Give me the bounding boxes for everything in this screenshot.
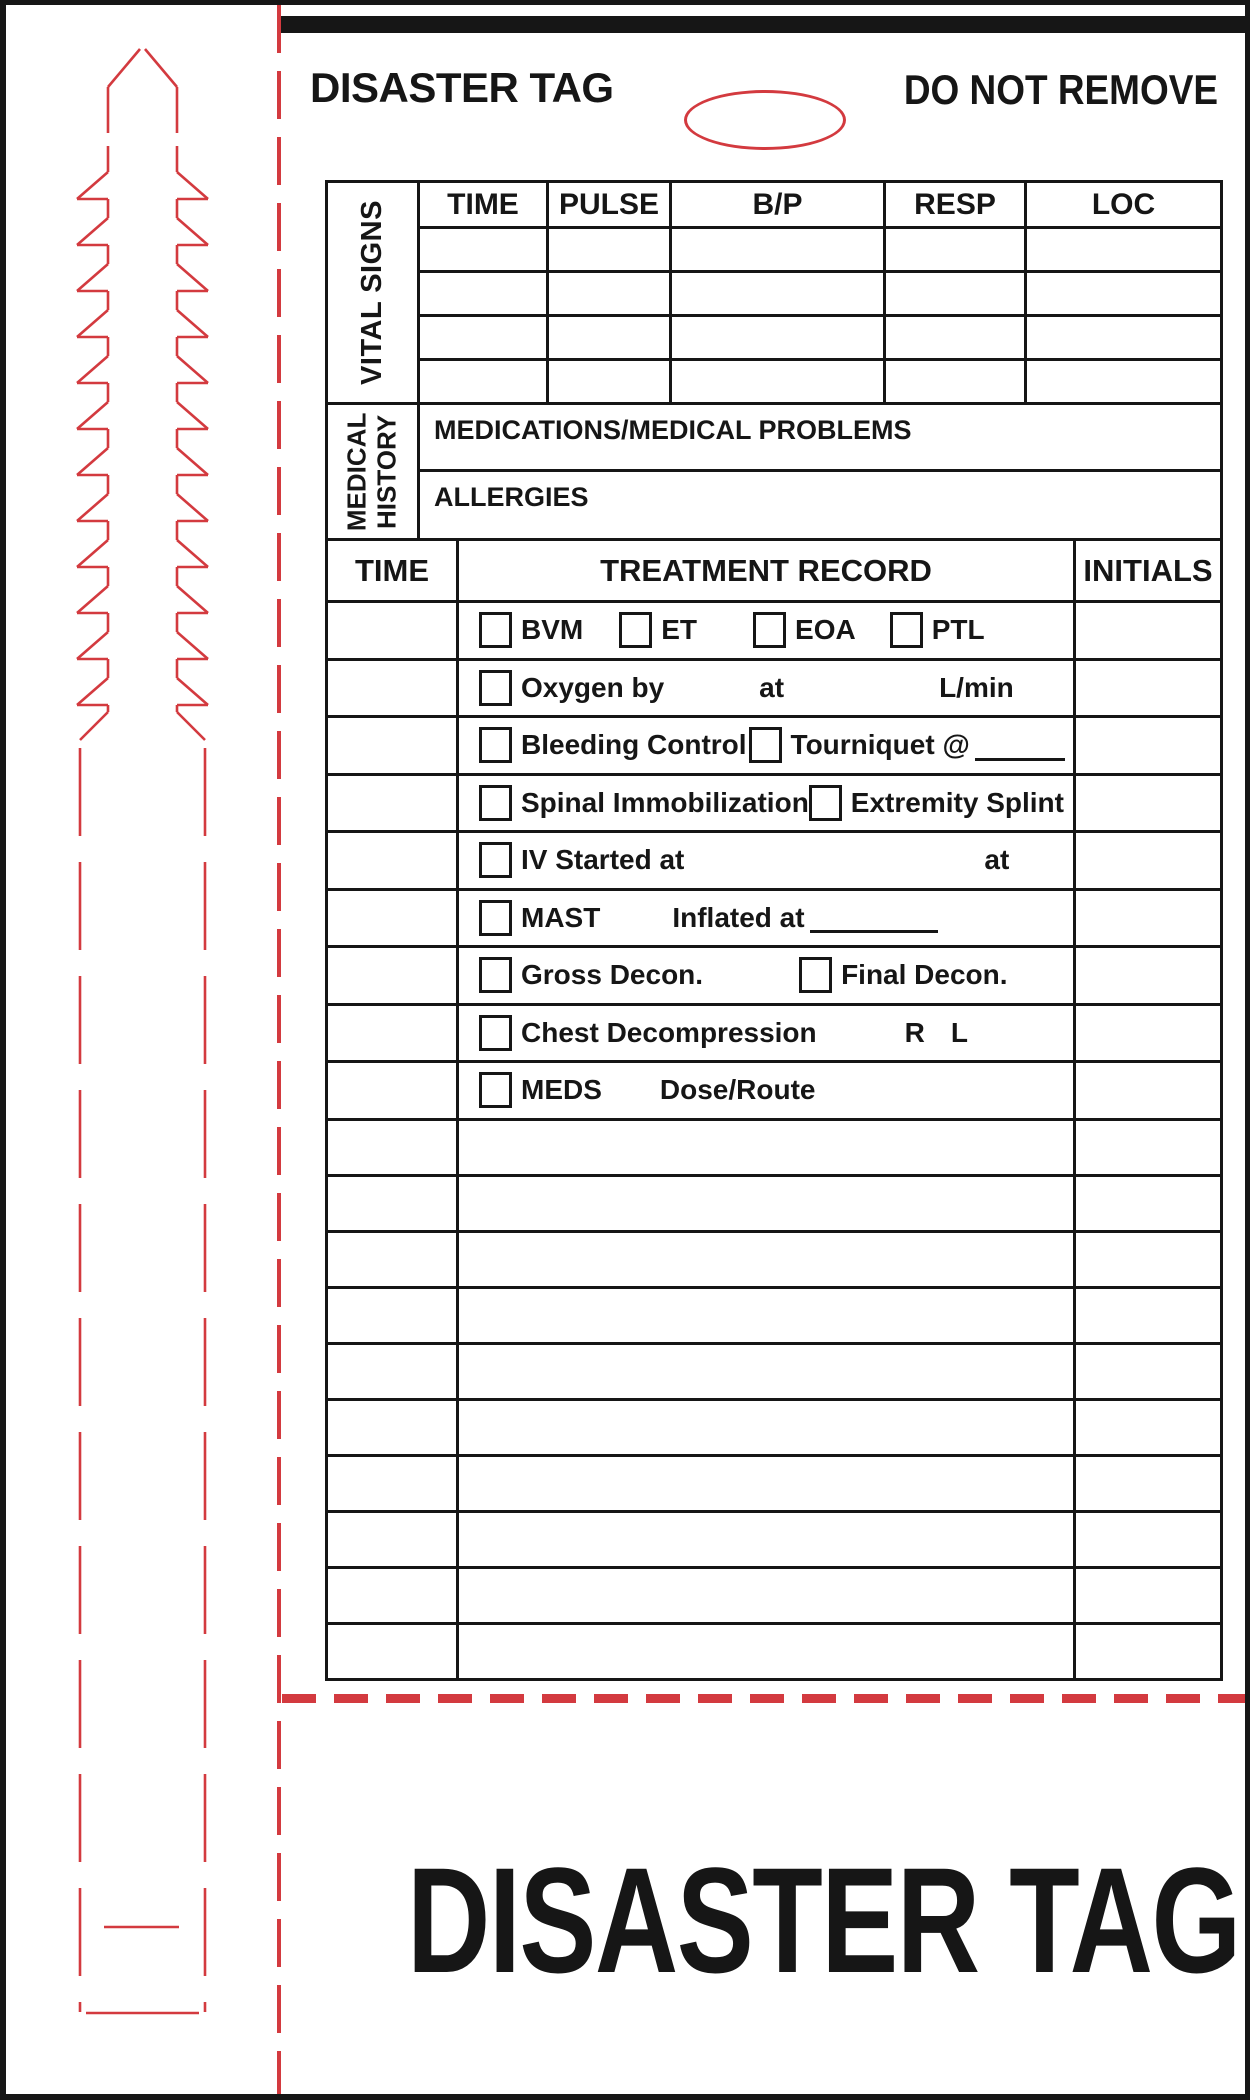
- treatment-empty-row: [327, 1287, 1222, 1343]
- vital-cell[interactable]: [1026, 228, 1222, 272]
- treatment-record-table: [325, 538, 1223, 1681]
- vital-cell[interactable]: [1026, 360, 1222, 404]
- treatment-time-cell[interactable]: [327, 1455, 458, 1511]
- vital-cell[interactable]: [885, 360, 1026, 404]
- treatment-time-cell[interactable]: [327, 1175, 458, 1231]
- spacer: [784, 687, 939, 688]
- checkbox-ptl[interactable]: [890, 612, 923, 648]
- medical-history-section-label-cell: [327, 404, 419, 540]
- treatment-record-cell: [458, 889, 1075, 947]
- vital-row: [327, 272, 1222, 316]
- checkbox-meds[interactable]: [479, 1072, 512, 1108]
- checkbox-et[interactable]: [619, 612, 652, 648]
- treatment-col-initials: INITIALS: [1075, 540, 1222, 602]
- treatment-label: BVM: [521, 614, 584, 646]
- treatment-initials-cell[interactable]: [1075, 1119, 1222, 1175]
- checkbox-chest-decompression[interactable]: [479, 1015, 512, 1051]
- treatment-initials-cell[interactable]: [1075, 947, 1222, 1005]
- treatment-label: ET: [661, 614, 698, 646]
- top-black-bar: [281, 16, 1245, 33]
- vital-cell[interactable]: [419, 316, 548, 360]
- checkbox-tourniquet[interactable]: [749, 727, 782, 763]
- treatment-record-cell: [458, 947, 1075, 1005]
- vital-signs-section-label-cell: [327, 182, 419, 404]
- treatment-time-cell[interactable]: [327, 659, 458, 717]
- treatment-empty-row: [327, 1511, 1222, 1567]
- fill-in-blank[interactable]: [975, 758, 1065, 761]
- treatment-record-cell: [458, 1004, 1075, 1062]
- spacer: [925, 1032, 951, 1033]
- treatment-initials-cell[interactable]: [1075, 1004, 1222, 1062]
- medical-history-section-label: MEDICAL HISTORY: [341, 412, 402, 531]
- spacer: [817, 1032, 905, 1033]
- treatment-empty-row: [327, 1119, 1222, 1175]
- treatment-time-cell[interactable]: [327, 1287, 458, 1343]
- treatment-time-cell[interactable]: [327, 1062, 458, 1120]
- vital-cell[interactable]: [1026, 316, 1222, 360]
- treatment-record-content: [479, 842, 1073, 878]
- vital-cell[interactable]: [419, 360, 548, 404]
- vital-cell[interactable]: [548, 272, 671, 316]
- vital-cell[interactable]: [885, 272, 1026, 316]
- treatment-row-oxygen: [327, 659, 1222, 717]
- horizontal-perforation-line: [282, 1694, 1245, 1703]
- treatment-initials-cell[interactable]: [1075, 832, 1222, 890]
- treatment-row-mast: [327, 889, 1222, 947]
- treatment-col-record: TREATMENT RECORD: [458, 540, 1075, 602]
- treatment-time-cell[interactable]: [327, 717, 458, 775]
- treatment-label: Oxygen by: [521, 671, 665, 703]
- treatment-initials-cell[interactable]: [1075, 1175, 1222, 1231]
- spacer: [602, 1090, 660, 1091]
- fill-in-blank[interactable]: [810, 930, 938, 933]
- treatment-initials-cell[interactable]: [1075, 1511, 1222, 1567]
- treatment-time-cell[interactable]: [327, 832, 458, 890]
- treatment-initials-cell[interactable]: [1075, 889, 1222, 947]
- treatment-row-decon: [327, 947, 1222, 1005]
- vertical-perforation-line: [277, 5, 281, 2094]
- treatment-record-content: [479, 785, 1073, 821]
- treatment-initials-cell[interactable]: [1075, 1231, 1222, 1287]
- allergies-field-label: ALLERGIES: [434, 482, 589, 512]
- treatment-row-bleeding: [327, 717, 1222, 775]
- treatment-time-cell[interactable]: [327, 1399, 458, 1455]
- treatment-record-cell[interactable]: [458, 1343, 1075, 1399]
- vital-cell[interactable]: [548, 360, 671, 404]
- vital-col-pulse: PULSE: [548, 182, 671, 228]
- do-not-remove-label: DO NOT REMOVE: [903, 66, 1218, 113]
- treatment-record-cell[interactable]: [458, 1231, 1075, 1287]
- treatment-col-time: TIME: [327, 540, 458, 602]
- vital-cell[interactable]: [671, 316, 885, 360]
- page-title: DISASTER TAG: [310, 64, 614, 111]
- treatment-record-content: [479, 670, 1073, 706]
- treatment-record-content: [479, 612, 1073, 648]
- treatment-empty-row: [327, 1343, 1222, 1399]
- vital-cell[interactable]: [885, 228, 1026, 272]
- checkbox-gross-decon[interactable]: [479, 957, 512, 993]
- vital-col-loc: LOC: [1026, 182, 1222, 228]
- treatment-time-cell[interactable]: [327, 1567, 458, 1623]
- vital-cell[interactable]: [671, 360, 885, 404]
- treatment-label: Final Decon.: [841, 959, 1008, 991]
- priority-ellipse: [684, 90, 846, 150]
- treatment-time-cell[interactable]: [327, 1343, 458, 1399]
- vital-col-time: TIME: [419, 182, 548, 228]
- treatment-record-cell[interactable]: [458, 1119, 1075, 1175]
- treatment-record-cell: [458, 717, 1075, 775]
- treatment-row-airway: [327, 602, 1222, 660]
- treatment-initials-cell[interactable]: [1075, 1399, 1222, 1455]
- treatment-time-cell[interactable]: [327, 947, 458, 1005]
- medications-field[interactable]: [419, 404, 1222, 471]
- treatment-record-cell: [458, 832, 1075, 890]
- checkbox-mast[interactable]: [479, 900, 512, 936]
- checkbox-spinal-immobilization[interactable]: [479, 785, 512, 821]
- treatment-time-cell[interactable]: [327, 602, 458, 660]
- vital-row: [327, 360, 1222, 404]
- checkbox-bleeding-control[interactable]: [479, 727, 512, 763]
- allergies-field[interactable]: [419, 471, 1222, 540]
- treatment-initials-cell[interactable]: [1075, 1343, 1222, 1399]
- treatment-initials-cell[interactable]: [1075, 717, 1222, 775]
- treatment-time-cell[interactable]: [327, 1004, 458, 1062]
- treatment-time-cell[interactable]: [327, 1511, 458, 1567]
- treatment-label: at: [759, 671, 785, 703]
- treatment-label: L/min: [939, 671, 1014, 703]
- medications-field-label: MEDICATIONS/MEDICAL PROBLEMS: [434, 415, 912, 445]
- treatment-initials-cell[interactable]: [1075, 1455, 1222, 1511]
- treatment-record-cell[interactable]: [458, 1623, 1075, 1679]
- vital-cell[interactable]: [548, 316, 671, 360]
- treatment-record-cell[interactable]: [458, 1567, 1075, 1623]
- checkbox-eoa[interactable]: [753, 612, 786, 648]
- spacer: [684, 860, 984, 861]
- treatment-record-cell[interactable]: [458, 1175, 1075, 1231]
- treatment-empty-row: [327, 1567, 1222, 1623]
- treatment-record-cell[interactable]: [458, 1455, 1075, 1511]
- treatment-label: Chest Decompression: [521, 1016, 817, 1048]
- treatment-row-meds: [327, 1062, 1222, 1120]
- treatment-record-cell: [458, 774, 1075, 832]
- spacer: [664, 687, 759, 688]
- treatment-initials-cell[interactable]: [1075, 1287, 1222, 1343]
- treatment-row-spinal: [327, 774, 1222, 832]
- treatment-empty-row: [327, 1623, 1222, 1679]
- treatment-initials-cell[interactable]: [1075, 1567, 1222, 1623]
- treatment-label: Bleeding Control: [521, 729, 747, 761]
- vital-cell[interactable]: [885, 316, 1026, 360]
- treatment-time-cell[interactable]: [327, 889, 458, 947]
- treatment-label: Dose/Route: [659, 1074, 816, 1106]
- treatment-empty-row: [327, 1231, 1222, 1287]
- vital-signs-section-label: VITAL SIGNS: [356, 200, 388, 385]
- treatment-label: R: [904, 1016, 925, 1048]
- checkbox-oxygen[interactable]: [479, 670, 512, 706]
- checkbox-bvm[interactable]: [479, 612, 512, 648]
- vital-cell[interactable]: [419, 228, 548, 272]
- vital-signs-table: [325, 180, 1223, 405]
- vital-cell[interactable]: [419, 272, 548, 316]
- treatment-record-content: [479, 727, 1073, 763]
- treatment-record-content: [479, 957, 1073, 993]
- stub-title: DISASTER TAG: [406, 1836, 1240, 2004]
- treatment-record-cell: [458, 659, 1075, 717]
- tie-strap-diecut-outline: [0, 0, 280, 2100]
- spacer: [600, 917, 672, 918]
- treatment-label: L: [950, 1016, 968, 1048]
- treatment-empty-row: [327, 1399, 1222, 1455]
- treatment-initials-cell[interactable]: [1075, 659, 1222, 717]
- treatment-time-cell[interactable]: [327, 774, 458, 832]
- treatment-record-content: [479, 900, 1073, 936]
- treatment-record-cell[interactable]: [458, 1399, 1075, 1455]
- spacer: [856, 630, 890, 631]
- spacer: [703, 975, 799, 976]
- treatment-initials-cell[interactable]: [1075, 774, 1222, 832]
- treatment-label: EOA: [795, 614, 856, 646]
- treatment-label: Inflated at: [672, 901, 805, 933]
- treatment-label: MAST: [521, 901, 601, 933]
- treatment-initials-cell[interactable]: [1075, 1062, 1222, 1120]
- treatment-row-iv: [327, 832, 1222, 890]
- vital-row: [327, 316, 1222, 360]
- medical-history-table: [325, 402, 1223, 541]
- treatment-empty-row: [327, 1175, 1222, 1231]
- checkbox-extremity-splint[interactable]: [809, 785, 842, 821]
- treatment-label: Gross Decon.: [521, 959, 704, 991]
- treatment-record-content: [479, 1072, 1073, 1108]
- treatment-record-cell: [458, 1062, 1075, 1120]
- vital-col-resp: RESP: [885, 182, 1026, 228]
- treatment-record-cell[interactable]: [458, 1287, 1075, 1343]
- checkbox-final-decon[interactable]: [799, 957, 832, 993]
- vital-cell[interactable]: [1026, 272, 1222, 316]
- vital-cell[interactable]: [671, 228, 885, 272]
- page-border-right: [1245, 0, 1250, 2100]
- treatment-label: Extremity Splint: [850, 786, 1064, 818]
- vital-row: [327, 228, 1222, 272]
- treatment-label: at: [984, 844, 1010, 876]
- treatment-label: Spinal Immobilization: [521, 786, 809, 818]
- treatment-initials-cell[interactable]: [1075, 1623, 1222, 1679]
- vital-cell[interactable]: [548, 228, 671, 272]
- treatment-record-cell[interactable]: [458, 1511, 1075, 1567]
- treatment-time-cell[interactable]: [327, 1119, 458, 1175]
- treatment-row-chest: [327, 1004, 1222, 1062]
- treatment-empty-row: [327, 1455, 1222, 1511]
- vital-cell[interactable]: [671, 272, 885, 316]
- checkbox-iv-started[interactable]: [479, 842, 512, 878]
- treatment-label: IV Started at: [521, 844, 685, 876]
- treatment-label: PTL: [931, 614, 985, 646]
- treatment-time-cell[interactable]: [327, 1231, 458, 1287]
- treatment-time-cell[interactable]: [327, 1623, 458, 1679]
- treatment-record-cell: [458, 602, 1075, 660]
- treatment-label: MEDS: [521, 1074, 602, 1106]
- treatment-initials-cell[interactable]: [1075, 602, 1222, 660]
- vital-col-bp: B/P: [671, 182, 885, 228]
- treatment-label: Tourniquet @: [790, 729, 970, 761]
- spacer: [697, 630, 753, 631]
- spacer: [583, 630, 619, 631]
- treatment-record-content: [479, 1015, 1073, 1051]
